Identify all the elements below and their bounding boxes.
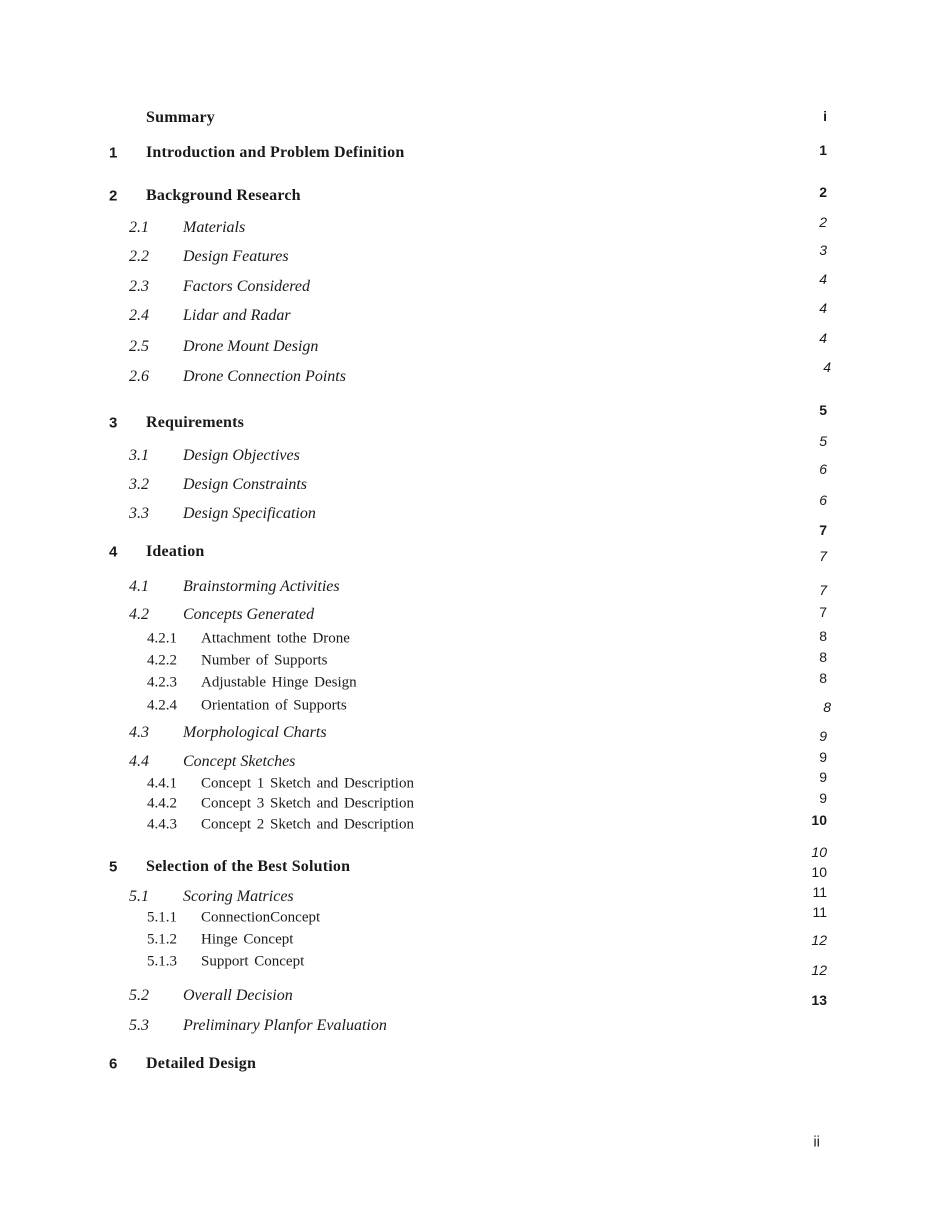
toc-entry-title: Concept 3 Sketch and Description <box>201 795 414 812</box>
toc-entry-number: 2.2 <box>129 248 149 265</box>
toc-page-number: 9 <box>819 790 827 806</box>
toc-entry-number: 2 <box>109 187 118 205</box>
toc-page-number: 11 <box>812 884 827 900</box>
toc-entry-title: Selection of the Best Solution <box>146 858 351 875</box>
toc-entry-title: Drone Connection Points <box>183 368 346 385</box>
toc-entry-title: ConnectionConcept <box>201 909 321 926</box>
toc-entry-title: Requirements <box>146 414 245 431</box>
toc-page-number: 6 <box>819 492 827 508</box>
toc-entry-number: 5.1.2 <box>147 931 177 948</box>
toc-page-number: 9 <box>819 728 827 744</box>
toc-entry-title: Design Specification <box>183 505 316 522</box>
toc-entry-number: 6 <box>109 1055 118 1073</box>
toc-entry-number: 5.3 <box>129 1017 149 1034</box>
toc-page-number: 8 <box>819 670 827 686</box>
toc-entry-number: 4.4.1 <box>147 775 177 792</box>
toc-entry-title: Ideation <box>146 543 205 560</box>
toc-entry-title: Background Research <box>146 187 301 204</box>
toc-page-number: 13 <box>811 992 827 1008</box>
toc-page-number: 7 <box>819 582 827 598</box>
toc-entry-title: Support Concept <box>201 953 305 970</box>
toc-entry-number: 4.2.3 <box>147 674 177 691</box>
toc-entry-title: Orientation of Supports <box>201 697 347 714</box>
toc-page-number: i <box>823 108 827 124</box>
toc-entry-number: 2.3 <box>129 278 149 295</box>
toc-entry-title: Preliminary Planfor Evaluation <box>183 1017 387 1034</box>
toc-page-number: 3 <box>819 242 827 258</box>
toc-page-number: 2 <box>819 214 827 230</box>
toc-entry-title: Adjustable Hinge Design <box>201 674 357 691</box>
toc-page-number: 7 <box>819 548 827 564</box>
toc-entry-title: Concepts Generated <box>183 606 315 623</box>
toc-page-number: 8 <box>819 628 827 644</box>
toc-entry-title: Design Constraints <box>183 476 308 493</box>
toc-entry-title: Morphological Charts <box>183 724 327 741</box>
toc-page-number: 4 <box>819 300 827 316</box>
toc-page-number: 6 <box>819 461 827 477</box>
toc-entry-number: 4.2.2 <box>147 652 177 669</box>
toc-page-number: 10 <box>811 844 827 860</box>
toc-entry-title: Scoring Matrices <box>183 888 294 905</box>
toc-entry-number: 4.1 <box>129 578 149 595</box>
toc-entry-number: 4.2.4 <box>147 697 177 714</box>
toc-page-number: 2 <box>819 184 827 200</box>
toc-entry-title: Factors Considered <box>183 278 310 295</box>
toc-entry-number: 4.2 <box>129 606 149 623</box>
toc-entry-number: 4.2.1 <box>147 630 177 647</box>
toc-entry-title: Concept 2 Sketch and Description <box>201 816 414 833</box>
toc-entry-number: 3.3 <box>129 505 149 522</box>
toc-entry-number: 4 <box>109 543 118 561</box>
toc-entry-number: 2.1 <box>129 219 149 236</box>
toc-page-number: 10 <box>811 864 827 880</box>
toc-entry-number: 3.2 <box>129 476 149 493</box>
toc-entry-number: 5.1 <box>129 888 149 905</box>
toc-entry-number: 5.1.1 <box>147 909 177 926</box>
toc-page-number: 9 <box>819 749 827 765</box>
toc-entry-number: 2.4 <box>129 307 149 324</box>
toc-page-number: 7 <box>819 522 827 538</box>
toc-entry-title: Introduction and Problem Definition <box>146 144 405 161</box>
toc-entry-number: 5.1.3 <box>147 953 177 970</box>
toc-entry-title: Drone Mount Design <box>183 338 319 355</box>
toc-entry-number: 4.4.3 <box>147 816 177 833</box>
toc-entry-title: Concept 1 Sketch and Description <box>201 775 414 792</box>
toc-entry-title: Design Objectives <box>183 447 300 464</box>
toc-page-number: 8 <box>819 649 827 665</box>
toc-page-number: 10 <box>811 812 827 828</box>
toc-entry-title: Lidar and Radar <box>183 307 291 324</box>
toc-entry-number: 3 <box>109 414 118 432</box>
toc-page-number: 5 <box>819 433 827 449</box>
toc-page-number: 4 <box>819 330 827 346</box>
toc-page-number: 7 <box>819 604 827 620</box>
toc-entry-title: Number of Supports <box>201 652 328 669</box>
toc-entry-number: 4.4 <box>129 753 149 770</box>
toc-page-number: 8 <box>823 699 831 715</box>
toc-entry-title: Concept Sketches <box>183 753 296 770</box>
toc-entry-number: 5.2 <box>129 987 149 1004</box>
toc-entry-title: Design Features <box>183 248 289 265</box>
toc-page-number: 12 <box>811 932 827 948</box>
toc-entry-number: 2.6 <box>129 368 149 385</box>
toc-page-number: 4 <box>823 359 831 375</box>
toc-entry-number: 2.5 <box>129 338 149 355</box>
toc-entry-title: Brainstorming Activities <box>183 578 340 595</box>
toc-entry-number: 4.4.2 <box>147 795 177 812</box>
toc-entry-title: Detailed Design <box>146 1055 257 1072</box>
toc-entry-number: 1 <box>109 144 118 162</box>
toc-page-number: 11 <box>812 904 827 920</box>
toc-page-number: 4 <box>819 271 827 287</box>
toc-entry-number: 3.1 <box>129 447 149 464</box>
toc-page-number: 5 <box>819 402 827 418</box>
toc-entry-title: Overall Decision <box>183 987 293 1004</box>
toc-entry-title: Materials <box>183 219 246 236</box>
footer-page-number: ii <box>813 1133 820 1151</box>
toc-entry-title: Summary <box>146 109 215 126</box>
toc-entry-number: 4.3 <box>129 724 149 741</box>
toc-entry-title: Attachment tothe Drone <box>201 630 350 647</box>
toc-page-number: 12 <box>811 962 827 978</box>
toc-page-number: 9 <box>819 769 827 785</box>
toc-page-number: 1 <box>819 142 827 158</box>
toc-entry-title: Hinge Concept <box>201 931 294 948</box>
toc-entry-number: 5 <box>109 858 118 876</box>
